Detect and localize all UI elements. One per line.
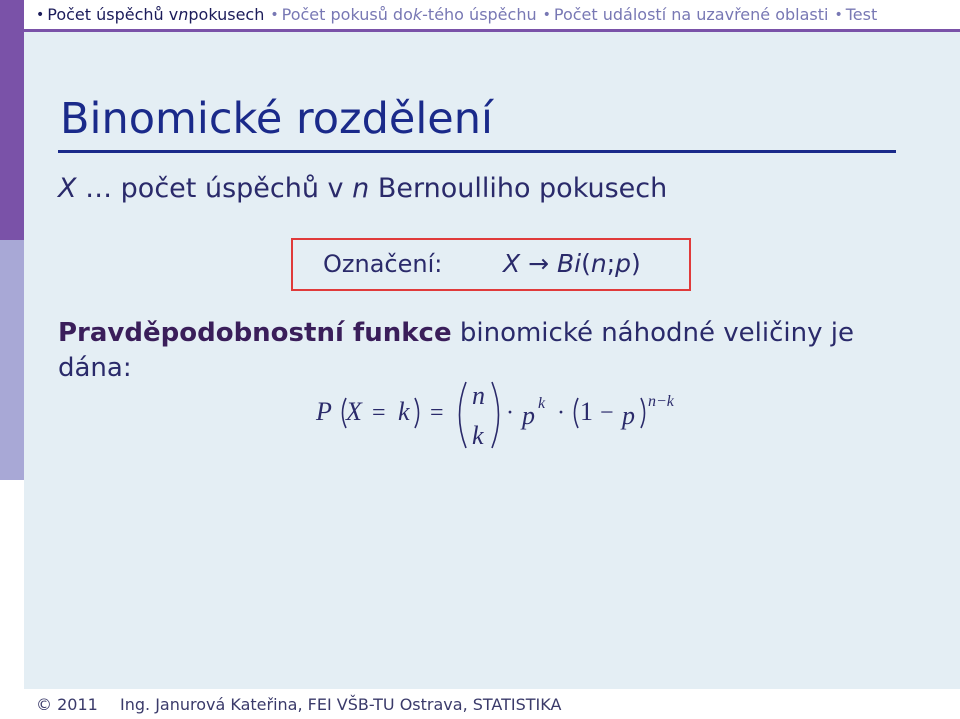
distribution-name: Bi: [556, 249, 582, 278]
nav-item-poisson[interactable]: [543, 5, 829, 24]
nav-item-test[interactable]: [834, 5, 877, 24]
left-stripe-top: [0, 0, 24, 240]
param-n: n: [590, 249, 607, 278]
binom-paren-right: [492, 382, 499, 448]
bullet-icon: •: [36, 6, 45, 23]
formula-dot: ·: [506, 400, 514, 426]
slide-footer: [24, 689, 960, 719]
slide-title: Binomické rozdělení: [60, 94, 493, 144]
param-p: p: [615, 249, 632, 278]
left-stripe-bottom: [0, 480, 24, 719]
formula-dot-2: ·: [557, 400, 565, 426]
left-stripe-middle: [0, 240, 24, 480]
notation-formula: [503, 249, 641, 278]
nav-item-tail: -tého úspěchu: [422, 5, 537, 24]
nav-item-tail: pokusech: [188, 5, 265, 24]
nav-item-label: Počet pokusů do: [281, 5, 413, 24]
notation-box: [291, 238, 691, 291]
nav-item-label: Test: [845, 5, 878, 24]
paren-open: (: [581, 249, 591, 278]
formula-p: p: [522, 401, 535, 430]
formula-p-exponent: k: [538, 395, 546, 412]
formula-exponent-2: n−k: [648, 393, 674, 410]
variable-n: n: [352, 173, 370, 204]
formula-X: X: [346, 397, 362, 426]
paren-close: ): [631, 249, 641, 278]
arrow-icon: →: [520, 249, 557, 278]
definition-part-2: Bernoulliho pokusech: [369, 173, 668, 204]
paren-left-2: [575, 398, 579, 428]
variable-x: X: [503, 249, 521, 278]
formula-eq1: =: [372, 400, 386, 426]
bullet-icon: •: [542, 6, 551, 23]
pmf-description-continued: dána:: [58, 353, 132, 383]
definition-part-1: počet úspěchů v: [120, 173, 353, 204]
bullet-icon: •: [270, 6, 279, 23]
formula-minus: −: [600, 400, 614, 426]
variable-x: X: [58, 173, 77, 204]
pmf-rest: binomické náhodné veličiny je: [451, 318, 854, 348]
nav-item-negative-binomial[interactable]: [270, 5, 536, 24]
binom-paren-left: [460, 382, 467, 448]
param-separator: ;: [606, 249, 616, 278]
pmf-bold-term: Pravděpodobnostní funkce: [58, 318, 452, 348]
nav-item-var: n: [178, 5, 189, 24]
formula-k: k: [398, 397, 410, 426]
nav-item-var: k: [412, 5, 423, 24]
bullet-icon: •: [834, 6, 843, 23]
pmf-description: [58, 318, 854, 348]
formula-eq2: =: [430, 400, 444, 426]
definition-text: [58, 173, 667, 204]
notation-label: Označení:: [323, 250, 443, 278]
nav-item-binomial[interactable]: [36, 5, 264, 24]
slide-navigation: [24, 0, 960, 32]
footer-author: Ing. Janurová Kateřina, FEI VŠB-TU Ostrava, STATISTIKA: [120, 695, 562, 714]
binom-top: n: [472, 381, 485, 410]
formula-p2: p: [622, 401, 635, 430]
nav-item-label: Počet úspěchů v: [47, 5, 179, 24]
formula-one: 1: [580, 397, 593, 426]
binomial-pmf-formula: [310, 378, 710, 453]
formula-P: P: [316, 397, 332, 426]
binom-bottom: k: [472, 421, 484, 450]
paren-right: [415, 398, 419, 428]
footer-copyright: © 2011: [36, 695, 98, 714]
nav-item-label: Počet událostí na uzavřené oblasti: [553, 5, 829, 24]
ellipsis: …: [76, 173, 121, 204]
title-underline: [58, 150, 896, 153]
paren-right-2: [641, 398, 645, 428]
